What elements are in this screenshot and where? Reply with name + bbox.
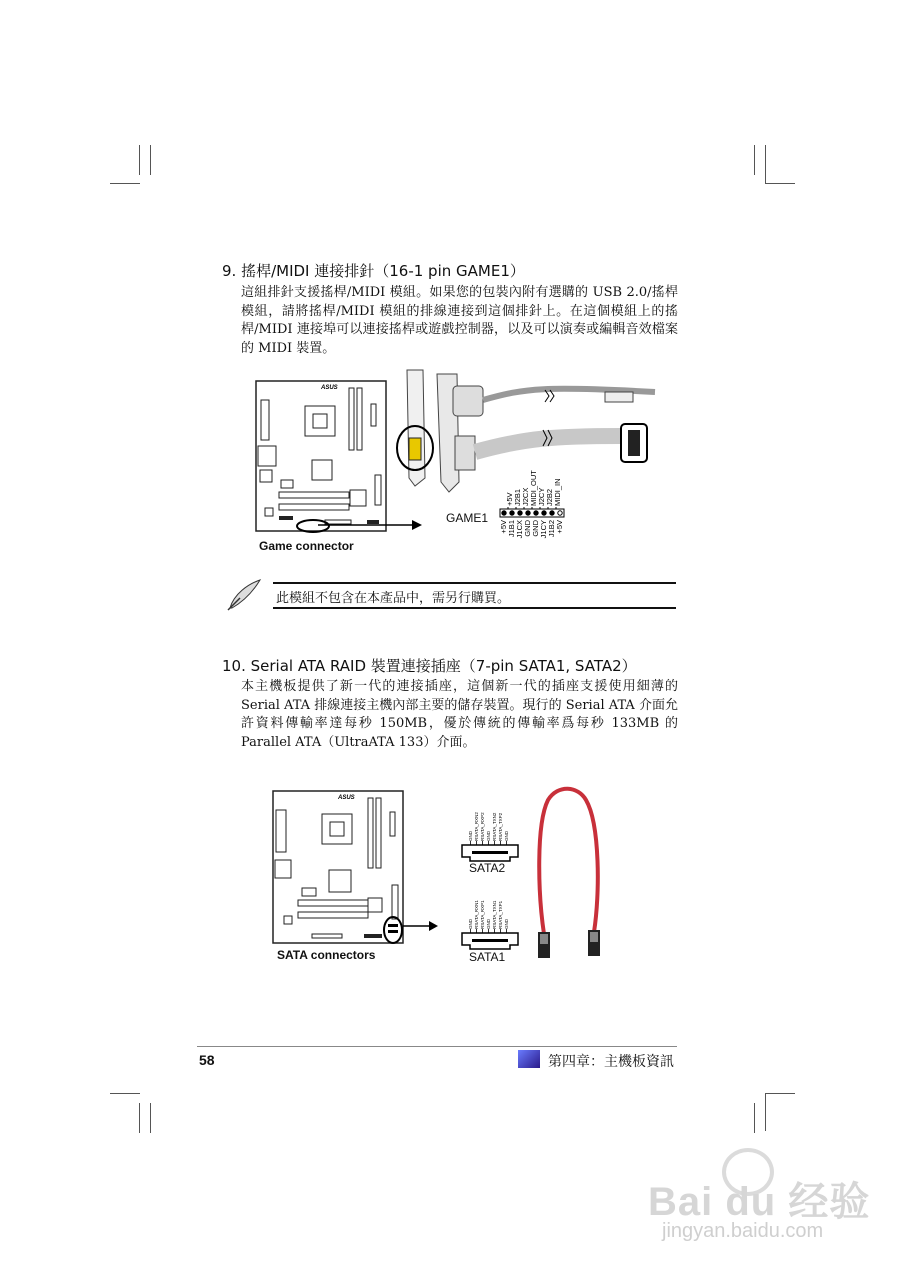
sata-pin-label: RSATA_TXN1 bbox=[492, 900, 497, 929]
game-connector-caption: Game connector bbox=[259, 539, 354, 553]
sata-pin-label: RSATA_RXN2 bbox=[474, 812, 479, 841]
game1-top-pin-label: J2B2 bbox=[545, 488, 554, 506]
section-10-title: 10. Serial ATA RAID 裝置連接插座（7-pin SATA1, SATA2） bbox=[222, 657, 637, 675]
arrow-icon bbox=[318, 518, 423, 532]
pin-dot bbox=[518, 511, 522, 515]
chapter-accent-icon bbox=[518, 1050, 540, 1068]
game-motherboard-diagram bbox=[255, 380, 395, 534]
sata-motherboard-diagram bbox=[272, 790, 406, 946]
game1-top-pin-label: +5V bbox=[505, 492, 514, 506]
board-brand: ASUS bbox=[321, 385, 338, 391]
sata-pin-label: RSATA_TXN2 bbox=[492, 812, 497, 841]
pin-dot bbox=[526, 511, 530, 515]
note-rule-top bbox=[273, 582, 676, 584]
note-text: 此模組不包含在本產品中，需另行購買。 bbox=[276, 591, 511, 606]
game1-bottom-pin-label: J1CX bbox=[515, 520, 524, 539]
arrow-icon bbox=[403, 919, 439, 933]
sata-connectors-caption: SATA connectors bbox=[277, 948, 376, 962]
section-9-title: 9. 搖桿/MIDI 連接排針（16-1 pin GAME1） bbox=[222, 262, 525, 280]
sata-pin-label: GND bbox=[504, 831, 509, 841]
crop-mark bbox=[754, 145, 755, 175]
sata-pin-label: RSATA_TXP1 bbox=[498, 900, 503, 929]
sata-pin-label: GND bbox=[486, 831, 491, 841]
sata2-connector bbox=[458, 805, 522, 865]
game1-top-pin-label: MIDI_IN bbox=[553, 478, 562, 506]
feather-pen-icon bbox=[224, 578, 264, 612]
crop-mark bbox=[139, 1103, 140, 1133]
game1-bottom-pin-label: J1B1 bbox=[507, 520, 516, 538]
crop-mark bbox=[765, 183, 795, 184]
footer-rule bbox=[197, 1046, 677, 1047]
watermark-brand: Bai du 经验 bbox=[648, 1180, 871, 1224]
game1-top-pin-label: J2CY bbox=[537, 487, 546, 506]
sata-pin-label: RSATA_TXP2 bbox=[498, 812, 503, 841]
sata-pin-label: GND bbox=[468, 831, 473, 841]
page-number: 58 bbox=[199, 1052, 215, 1068]
section-10-body: 本主機板提供了新一代的連接插座，這個新一代的插座支援使用細薄的 Serial ATA 排線連接主機內部主要的儲存裝置。現行的 Serial ATA 介面允許資料傳輸率達每秒 150MB，優於傳統的傳輸率爲每秒 133MB 的 Parallel ATA（UltraATA 133）介面。 bbox=[241, 679, 678, 750]
game1-top-pin-label: MIDI_OUT bbox=[529, 470, 538, 506]
game1-bottom-pin-label: +5V bbox=[555, 520, 564, 534]
sata-pin-label: GND bbox=[468, 919, 473, 929]
note-rule-bottom bbox=[273, 607, 676, 609]
board-brand: ASUS bbox=[338, 795, 355, 801]
game1-bottom-pin-label: GND bbox=[531, 520, 540, 537]
crop-mark bbox=[765, 1093, 795, 1094]
game1-label: GAME1 bbox=[446, 511, 489, 525]
crop-mark bbox=[765, 1093, 766, 1131]
crop-mark bbox=[754, 1103, 755, 1133]
game1-bottom-pin-label: J1B2 bbox=[547, 520, 556, 538]
pin-dot bbox=[550, 511, 554, 515]
game1-top-pin-label: J2CX bbox=[521, 487, 530, 506]
pin-dot bbox=[510, 511, 514, 515]
chapter-title: 第四章：主機板資訊 bbox=[548, 1054, 674, 1070]
crop-mark bbox=[110, 1093, 140, 1094]
game1-pin-header bbox=[497, 462, 577, 564]
sata-pin-label: GND bbox=[504, 919, 509, 929]
game1-bottom-pin-label: J1CY bbox=[539, 520, 548, 539]
sata-pin-label: RSATA_RXN1 bbox=[474, 900, 479, 929]
crop-mark bbox=[765, 145, 766, 183]
crop-mark bbox=[110, 183, 140, 184]
sata1-label: SATA1 bbox=[469, 950, 506, 964]
pin-dot bbox=[534, 511, 538, 515]
pin-dot bbox=[502, 511, 506, 515]
section-9-body: 這組排針支援搖桿/MIDI 模組。如果您的包裝內附有選購的 USB 2.0/搖桿模組，請將搖桿/MIDI 模組的排線連接到這個排針上。在這個模組上的搖桿/MIDI 連接埠可以連接搖桿或遊戲控制器，以及可以演奏或編輯音效檔案的 MIDI 裝置。 bbox=[241, 285, 678, 356]
pin-dot bbox=[542, 511, 546, 515]
crop-mark bbox=[150, 1103, 151, 1133]
game1-bottom-pin-label: +5V bbox=[499, 520, 508, 534]
sata-pin-label: RSATA_RXP1 bbox=[480, 900, 485, 929]
sata-pin-label: GND bbox=[486, 919, 491, 929]
crop-mark bbox=[139, 145, 140, 175]
sata1-connector bbox=[458, 893, 522, 953]
sata-pin-label: RSATA_RXP2 bbox=[480, 812, 485, 841]
game1-bottom-pin-label: GND bbox=[523, 520, 532, 537]
sata2-label: SATA2 bbox=[469, 861, 506, 875]
crop-mark bbox=[150, 145, 151, 175]
sata-cable-illustration bbox=[528, 784, 618, 964]
watermark-url: jingyan.baidu.com bbox=[662, 1220, 824, 1242]
pin-dot bbox=[558, 511, 562, 515]
game1-top-pin-label: J2B1 bbox=[513, 488, 522, 506]
